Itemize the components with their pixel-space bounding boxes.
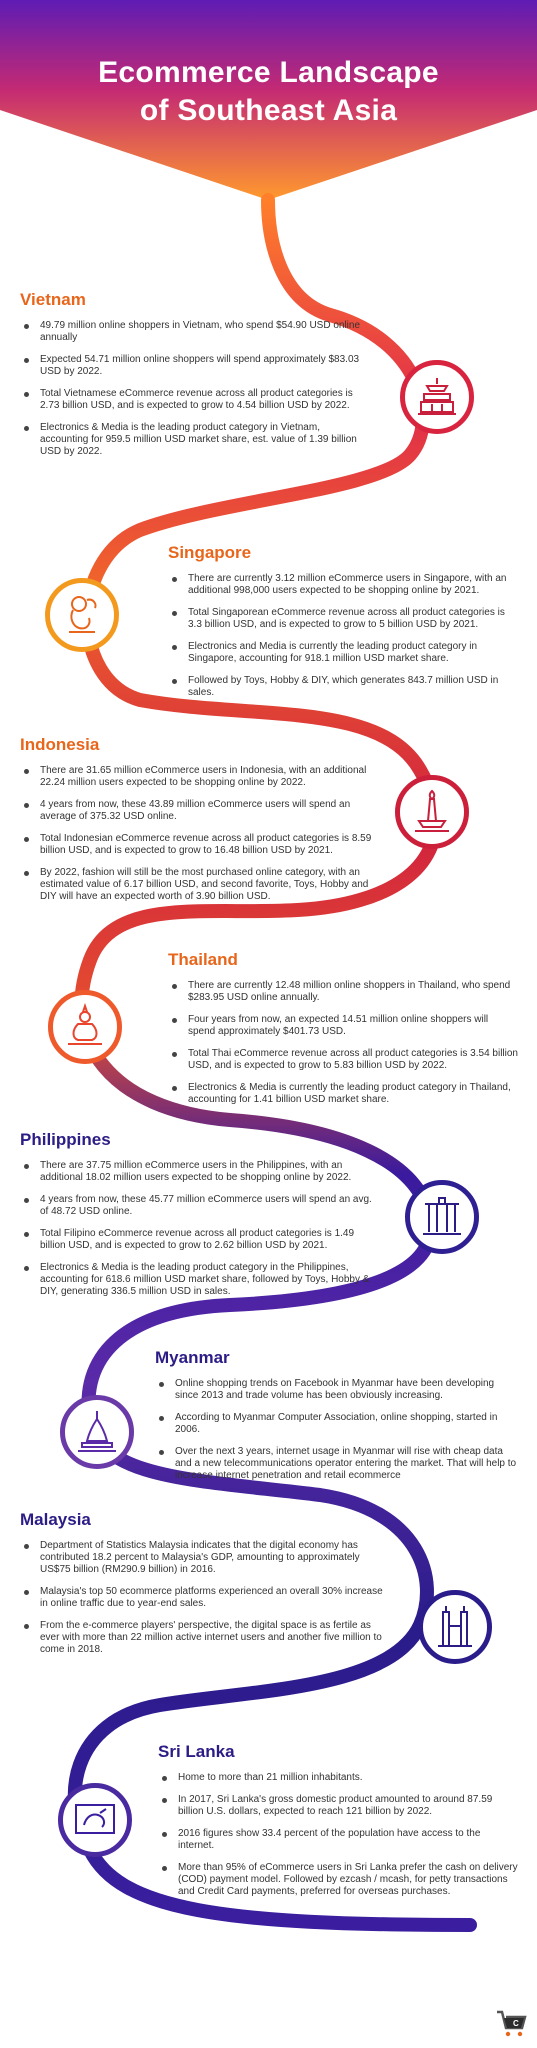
- country-title: Sri Lanka: [158, 1742, 235, 1761]
- bullet-list: [168, 573, 518, 699]
- list-item: Online shopping trends on Facebook in Myanmar have been developing since 2013 and trade volume has been obviously increasing.: [155, 1378, 520, 1402]
- list-item: Total Singaporean eCommerce revenue across all product categories is 3.3 billion USD, and is expected to grow to 5 billion USD by 2021.: [168, 607, 518, 631]
- list-item: From the e-commerce players' perspective, the digital space is as fertile as ever with more than 22 million active internet users and another five million to come in 2018.: [20, 1620, 390, 1656]
- list-item: In 2017, Sri Lanka's gross domestic product amounted to around 87.59 billion U.S. dollars, expected to reach 121 billion by 2022.: [158, 1794, 518, 1818]
- thailand-badge: [48, 990, 122, 1064]
- list-item: Followed by Toys, Hobby & DIY, which generates 843.7 million USD in sales.: [168, 675, 518, 699]
- list-item: Four years from now, an expected 14.51 million online shoppers will spend approximately $401.73 USD.: [168, 1014, 518, 1038]
- list-item: Malaysia's top 50 ecommerce platforms experienced an overall 30% increase in online traffic due to year-end sales.: [20, 1586, 390, 1610]
- vietnam-badge: [400, 360, 474, 434]
- list-item: More than 95% of eCommerce users in Sri Lanka prefer the cash on delivery (COD) payment model. Followed by ezcash / mcash, for petty transactions and Credit Card payments, preferred for overseas purchases.: [158, 1862, 518, 1898]
- list-item: According to Myanmar Computer Association, online shopping, started in 2006.: [155, 1412, 520, 1436]
- list-item: There are 31.65 million eCommerce users in Indonesia, with an additional 22.24 million users expected to be shopping online by 2022.: [20, 765, 380, 789]
- svg-text:C: C: [513, 2019, 519, 2028]
- quezon-memorial-icon: [417, 1192, 467, 1242]
- section-srilanka: [158, 1742, 518, 1908]
- list-item: Department of Statistics Malaysia indicates that the digital economy has contributed 18.2 percent to Malaysia's GDP, amounting to approximately US$75 billion (RM290.9 billion) in 2016.: [20, 1540, 390, 1576]
- lion-flag-icon: [70, 1795, 120, 1845]
- list-item: Total Filipino eCommerce revenue across all product categories is 1.49 billion USD, and is expected to grow to 2.62 billion USD by 2021.: [20, 1228, 380, 1252]
- list-item: Expected 54.71 million online shoppers will spend approximately $83.03 USD by 2022.: [20, 354, 370, 378]
- list-item: 4 years from now, these 43.89 million eCommerce users will spend an average of 375.32 USD online.: [20, 799, 380, 823]
- twin-towers-icon: [430, 1602, 480, 1652]
- list-item: Electronics & Media is the leading product category in Vietnam, accounting for 959.5 million USD market share, est. value of 1.39 billion USD by 2022.: [20, 422, 370, 458]
- bullet-list: [168, 980, 518, 1106]
- bullet-list: [20, 1160, 380, 1298]
- section-malaysia: [20, 1510, 390, 1666]
- country-title: Philippines: [20, 1130, 111, 1149]
- srilanka-badge: [58, 1783, 132, 1857]
- bullet-list: [158, 1772, 518, 1898]
- section-vietnam: [20, 290, 370, 468]
- page-title-line2: of Southeast Asia: [139, 94, 398, 127]
- list-item: Over the next 3 years, internet usage in Myanmar will rise with cheap data and a new telecommunications operator entering the market. That will help to increase internet penetration and retail ecommerce: [155, 1446, 520, 1482]
- section-indonesia: [20, 735, 380, 913]
- singapore-badge: [45, 578, 119, 652]
- buddha-icon: [60, 1002, 110, 1052]
- list-item: Total Thai eCommerce revenue across all product categories is 3.54 billion USD, and is expected to grow to 5.83 billion USD by 2022.: [168, 1048, 518, 1072]
- indonesia-badge: [395, 775, 469, 849]
- brand-logo-icon: [495, 2010, 527, 2038]
- country-title: Thailand: [168, 950, 238, 969]
- list-item: Total Indonesian eCommerce revenue across all product categories is 8.59 billion USD, and is expected to grow to 16.48 billion USD by 2021.: [20, 833, 380, 857]
- merlion-icon: [57, 590, 107, 640]
- list-item: By 2022, fashion will still be the most purchased online category, with an estimated value of 6.17 billion USD, and second favorite, Toys, Hobby and DIY will have an expected worth of 3.90 billion USD.: [20, 867, 380, 903]
- malaysia-badge: [418, 1590, 492, 1664]
- pagoda-icon: [412, 372, 462, 422]
- list-item: There are currently 3.12 million eCommerce users in Singapore, with an additional 998,000 users expected to be shopping online by 2021.: [168, 573, 518, 597]
- country-title: Vietnam: [20, 290, 86, 309]
- list-item: Electronics & Media is the leading product category in the Philippines, accounting for 618.6 million USD market share, followed by Toys, Hobby & DIY, generating 336.5 million USD in sales.: [20, 1262, 380, 1298]
- list-item: Electronics and Media is currently the leading product category in Singapore, accounting for 918.1 million USD market share.: [168, 641, 518, 665]
- bullet-list: [20, 320, 370, 458]
- country-title: Singapore: [168, 543, 252, 562]
- stupa-icon: [72, 1407, 122, 1457]
- country-title: Malaysia: [20, 1510, 91, 1529]
- list-item: There are 37.75 million eCommerce users in the Philippines, with an additional 18.02 million users expected to be shopping online by 2022.: [20, 1160, 380, 1184]
- bullet-list: [155, 1378, 520, 1482]
- bullet-list: [20, 765, 380, 903]
- list-item: 49.79 million online shoppers in Vietnam, who spend $54.90 USD online annually: [20, 320, 370, 344]
- section-singapore: [168, 543, 518, 709]
- section-philippines: [20, 1130, 380, 1308]
- list-item: 2016 figures show 33.4 percent of the population have access to the internet.: [158, 1828, 518, 1852]
- monas-monument-icon: [407, 787, 457, 837]
- list-item: Home to more than 21 million inhabitants.: [158, 1772, 518, 1784]
- country-title: Indonesia: [20, 735, 100, 754]
- country-title: Myanmar: [155, 1348, 230, 1367]
- list-item: Total Vietnamese eCommerce revenue across all product categories is 2.73 billion USD, and is expected to grow to 4.54 billion USD by 2022.: [20, 388, 370, 412]
- section-thailand: [168, 950, 518, 1116]
- myanmar-badge: [60, 1395, 134, 1469]
- list-item: There are currently 12.48 million online shoppers in Thailand, who spend $283.95 USD online annually.: [168, 980, 518, 1004]
- philippines-badge: [405, 1180, 479, 1254]
- page-title-line1: Ecommerce Landscape: [98, 56, 439, 89]
- list-item: Electronics & Media is currently the leading product category in Thailand, accounting for 1.41 billion USD market share.: [168, 1082, 518, 1106]
- bullet-list: [20, 1540, 390, 1656]
- section-myanmar: [155, 1348, 520, 1492]
- list-item: 4 years from now, these 45.77 million eCommerce users will spend an avg. of 48.72 USD online.: [20, 1194, 380, 1218]
